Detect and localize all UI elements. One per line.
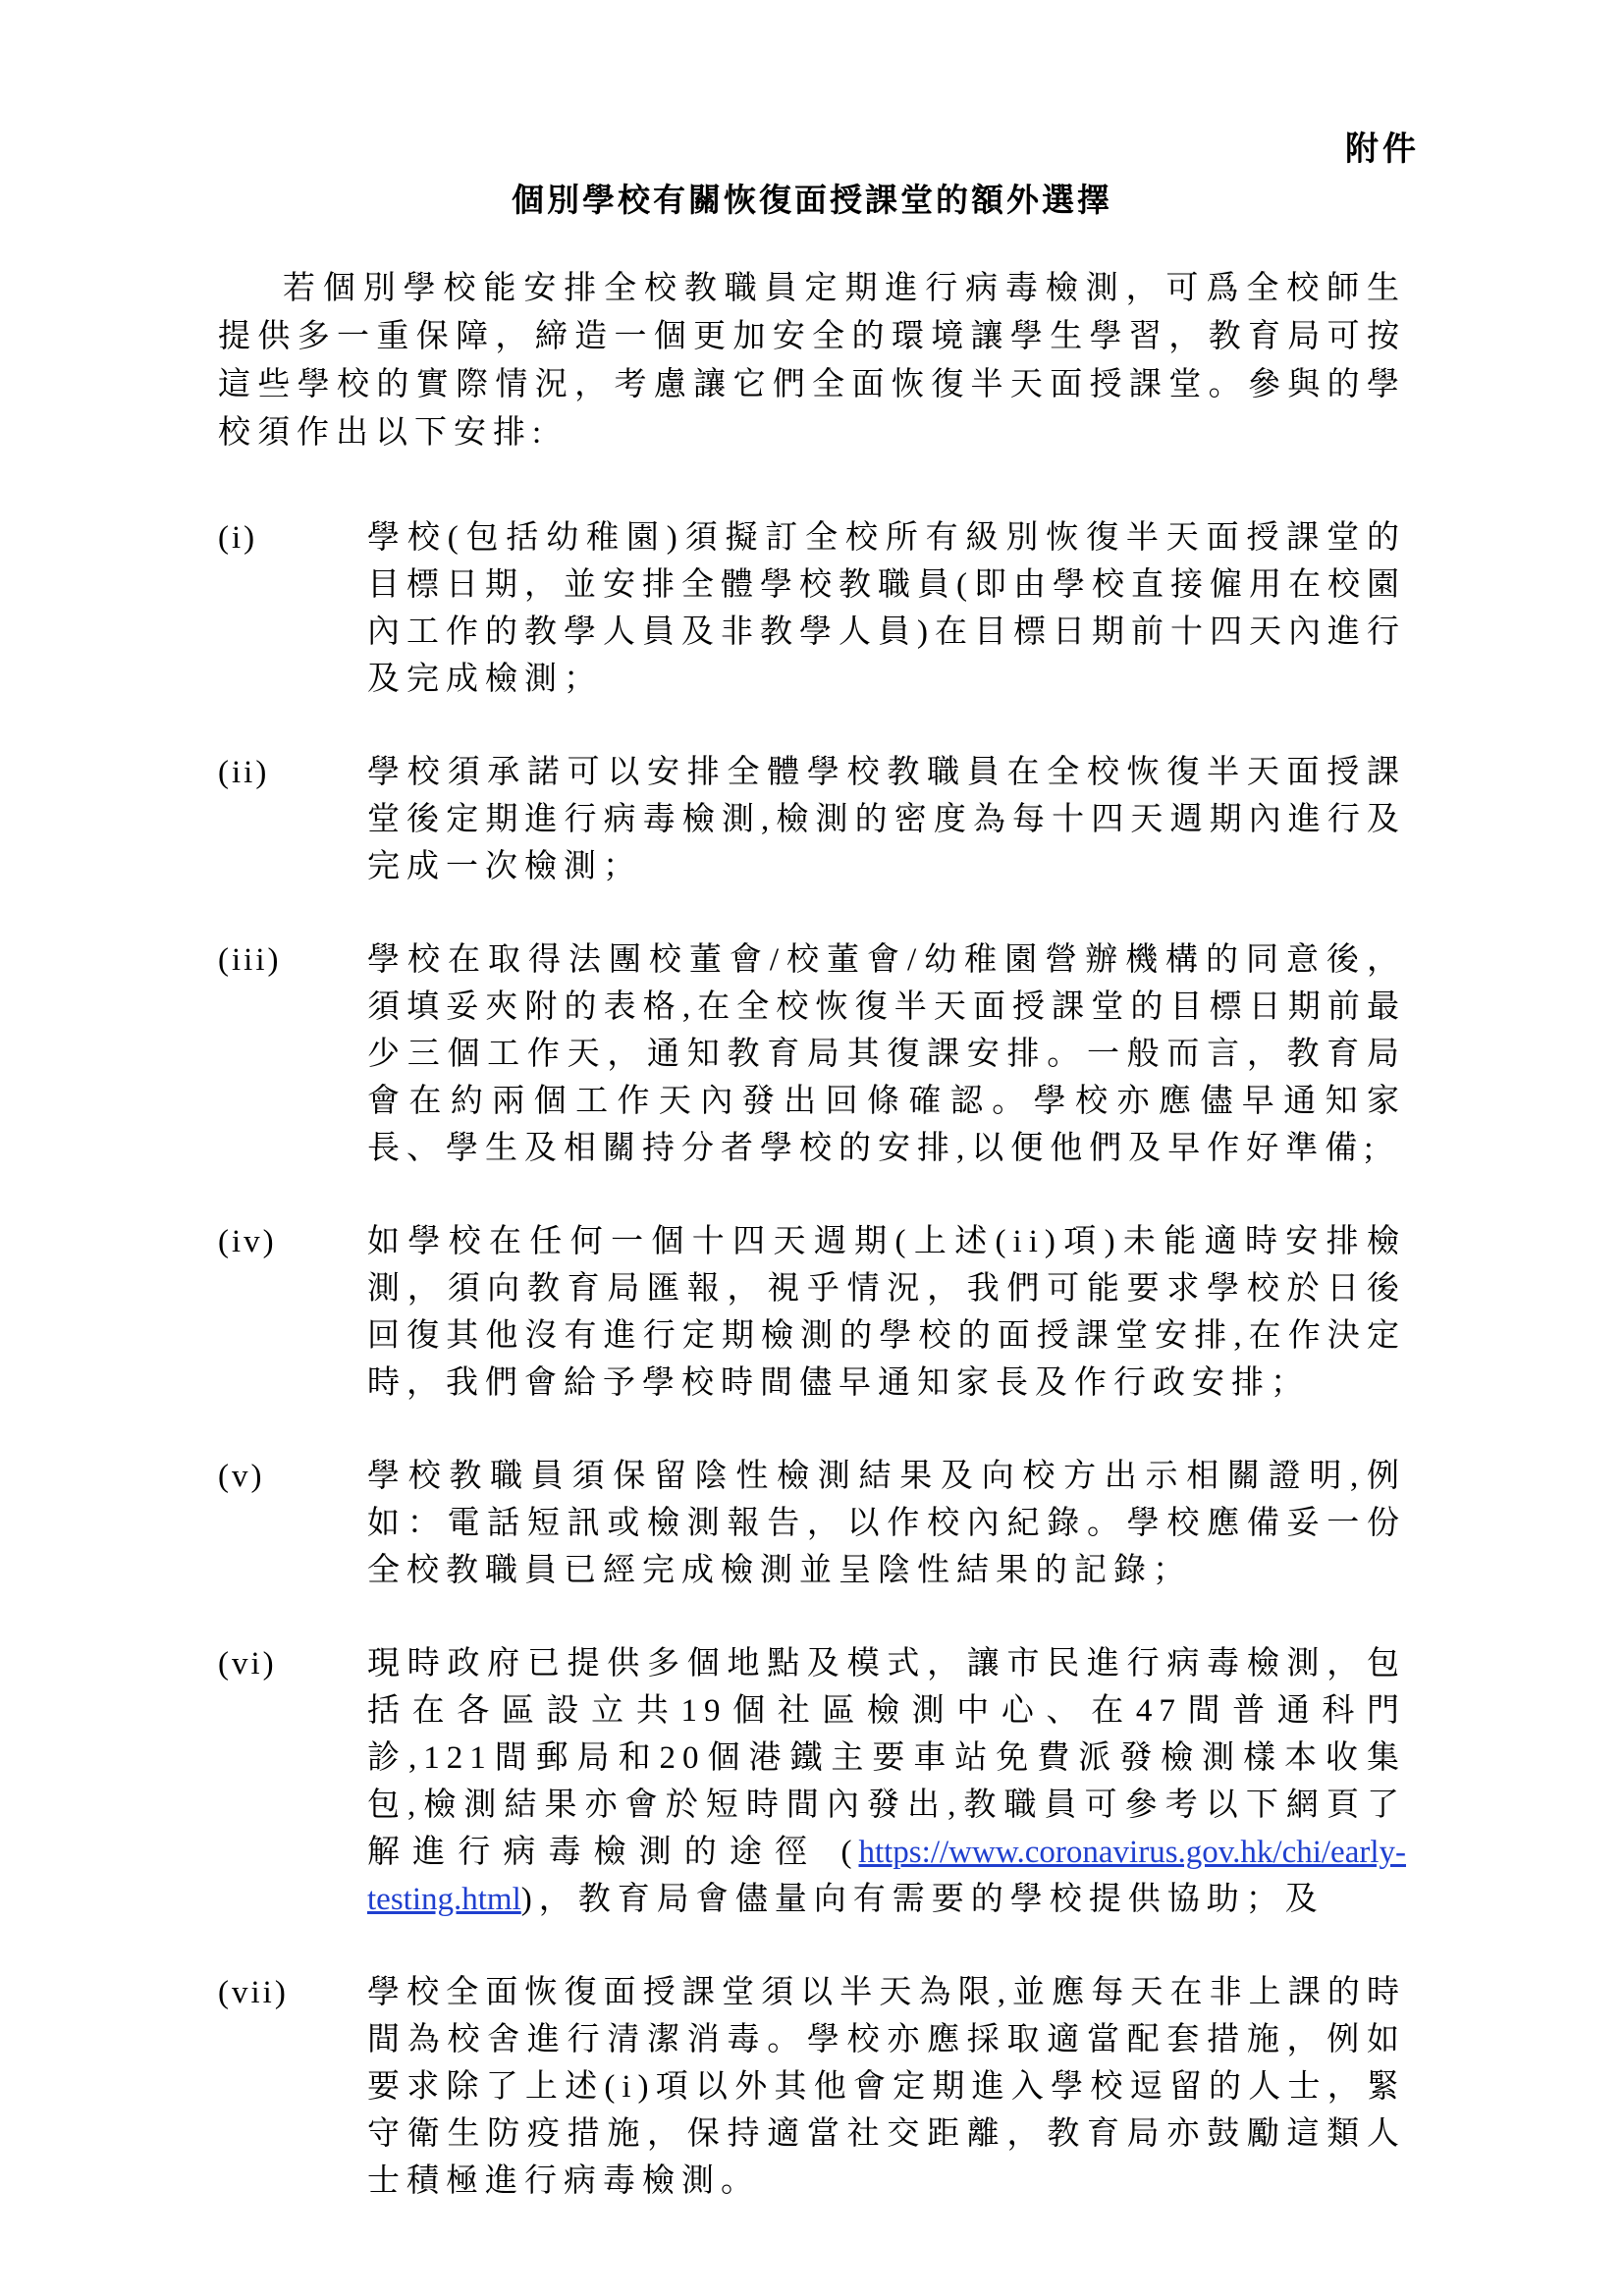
item-text bbox=[367, 1640, 1406, 1923]
item-number: (ii) bbox=[218, 755, 270, 790]
item-number: (i) bbox=[218, 520, 258, 556]
list-item-v bbox=[218, 1453, 1406, 1594]
item-number: (vi) bbox=[218, 1646, 277, 1682]
item-text-before-link: 現時政府已提供多個地點及模式，讓市民進行病毒檢測，包括在各區設立共19個社區檢測中心、在47間普通科門診,121間郵局和20個港鐵主要車站免費派發檢測樣本收集包,檢測結果亦會於短時間內發出,教職員可參考以下網頁了解進行病毒檢測的途徑 ( bbox=[367, 1646, 1406, 1870]
list-item-vi bbox=[218, 1640, 1406, 1923]
list-item-vii bbox=[218, 1969, 1406, 2205]
list-item-iii bbox=[218, 936, 1406, 1172]
item-text: 如學校在任何一個十四天週期(上述(ii)項)未能適時安排檢測，須向教育局匯報，視乎情況，我們可能要求學校於日後回復其他沒有進行定期檢測的學校的面授課堂安排,在作決定時，我們會給予學校時間儘早通知家長及作行政安排； bbox=[367, 1224, 1406, 1401]
item-text: 學校全面恢復面授課堂須以半天為限,並應每天在非上課的時間為校舍進行清潔消毒。學校亦應採取適當配套措施，例如要求除了上述(i)項以外其他會定期進入學校逗留的人士，緊守衛生防疫措施，保持適當社交距離，教育局亦鼓勵這類人士積極進行病毒檢測。 bbox=[367, 1975, 1406, 2199]
item-text: 學校(包括幼稚園)須擬訂全校所有級別恢復半天面授課堂的目標日期，並安排全體學校教職員(即由學校直接僱用在校園內工作的教學人員及非教學人員)在目標日期前十四天內進行及完成檢測； bbox=[367, 520, 1406, 697]
item-text: 學校教職員須保留陰性檢測結果及向校方出示相關證明,例如：電話短訊或檢測報告，以作校內紀錄。學校應備妥一份全校教職員已經完成檢測並呈陰性結果的記錄； bbox=[367, 1459, 1406, 1588]
item-number: (iv) bbox=[218, 1224, 277, 1259]
item-number: (iii) bbox=[218, 942, 282, 978]
item-text-after-link: )，教育局會儘量向有需要的學校提供協助；及 bbox=[520, 1882, 1325, 1917]
arrangement-list bbox=[218, 514, 1406, 2251]
testing-info-link[interactable]: https://www.coronavirus.gov.hk/chi/early-testing.html bbox=[367, 1835, 1406, 1917]
item-text: 學校須承諾可以安排全體學校教職員在全校恢復半天面授課堂後定期進行病毒檢測,檢測的密度為每十四天週期內進行及完成一次檢測； bbox=[367, 755, 1406, 884]
document-title: 個別學校有關恢復面授課堂的額外選擇 bbox=[512, 184, 1112, 219]
intro-paragraph: 若個別學校能安排全校教職員定期進行病毒檢測，可爲全校師生提供多一重保障，締造一個更加安全的環境讓學生學習，教育局可按這些學校的實際情況，考慮讓它們全面恢復半天面授課堂。參與的學校須作出以下安排: bbox=[218, 271, 1406, 451]
list-item-i bbox=[218, 514, 1406, 703]
item-number: (vii) bbox=[218, 1975, 289, 2010]
list-item-iv bbox=[218, 1218, 1406, 1407]
annex-label: 附件 bbox=[1345, 132, 1420, 168]
list-item-ii bbox=[218, 749, 1406, 890]
item-text: 學校在取得法團校董會/校董會/幼稚園營辦機構的同意後，須填妥夾附的表格,在全校恢復半天面授課堂的目標日期前最少三個工作天，通知教育局其復課安排。一般而言，教育局會在約兩個工作天內發出回條確認。學校亦應儘早通知家長、學生及相關持分者學校的安排,以便他們及早作好準備; bbox=[367, 942, 1406, 1166]
item-number: (v) bbox=[218, 1459, 265, 1494]
